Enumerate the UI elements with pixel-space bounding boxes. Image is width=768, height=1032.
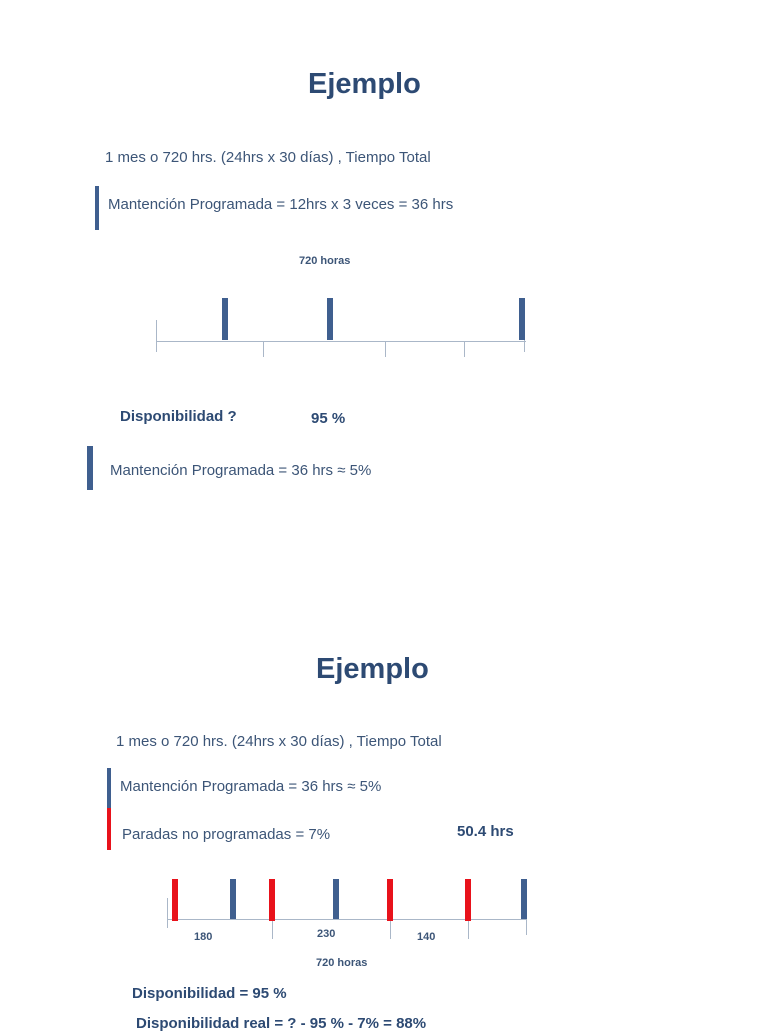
maintenance-stop-bar: [222, 298, 228, 340]
maintenance-stop-bar: [327, 298, 333, 340]
maintenance-stop-bar: [230, 879, 236, 919]
maintenance-line-text: Mantención Programada = 36 hrs ≈ 5%: [120, 778, 382, 795]
timeline-tick: [464, 341, 465, 357]
timeline-tick: [167, 898, 168, 928]
timeline-axis: [167, 919, 527, 920]
timeline-axis: [156, 341, 526, 342]
timeline-tick: [390, 919, 391, 939]
timeline-tick: [156, 320, 157, 352]
unplanned-marker: [107, 808, 111, 850]
unplanned-stop-bar: [387, 879, 393, 921]
total-time-text: 1 mes o 720 hrs. (24hrs x 30 días) , Tiempo Total: [116, 733, 442, 750]
timeline-tick: [272, 919, 273, 939]
maintenance-marker: [107, 768, 111, 808]
maintenance-summary-text: Mantención Programada = 36 hrs ≈ 5%: [110, 462, 372, 479]
maintenance-stop-bar: [521, 879, 527, 919]
maintenance-stop-bar: [519, 298, 525, 340]
maintenance-stop-bar: [333, 879, 339, 919]
maintenance-marker: [95, 186, 99, 230]
maintenance-line-text: Mantención Programada = 12hrs x 3 veces = 36 hrs: [108, 196, 454, 213]
segment-label: 230: [317, 928, 336, 940]
maintenance-summary-marker: [87, 446, 93, 490]
unplanned-stop-bar: [269, 879, 275, 921]
segment-label: 140: [417, 931, 436, 943]
unplanned-line-text: Paradas no programadas = 7%: [122, 826, 331, 843]
slide-title: Ejemplo: [308, 68, 421, 100]
timeline-tick: [385, 341, 386, 357]
slide-title: Ejemplo: [316, 653, 429, 685]
unplanned-stop-bar: [465, 879, 471, 921]
unplanned-stop-bar: [172, 879, 178, 921]
real-availability-text: Disponibilidad real = ? - 95 % - 7% = 88%: [136, 1015, 427, 1032]
timeline-label: 720 horas: [316, 957, 368, 969]
availability-text: Disponibilidad = 95 %: [132, 985, 287, 1002]
timeline-label: 720 horas: [299, 255, 351, 267]
timeline-tick: [468, 919, 469, 939]
unplanned-hours-text: 50.4 hrs: [457, 823, 514, 840]
segment-label: 180: [194, 931, 213, 943]
total-time-text: 1 mes o 720 hrs. (24hrs x 30 días) , Tiempo Total: [105, 149, 431, 166]
availability-question: Disponibilidad ?: [120, 408, 237, 425]
timeline-tick: [263, 341, 264, 357]
availability-value: 95 %: [311, 410, 346, 427]
